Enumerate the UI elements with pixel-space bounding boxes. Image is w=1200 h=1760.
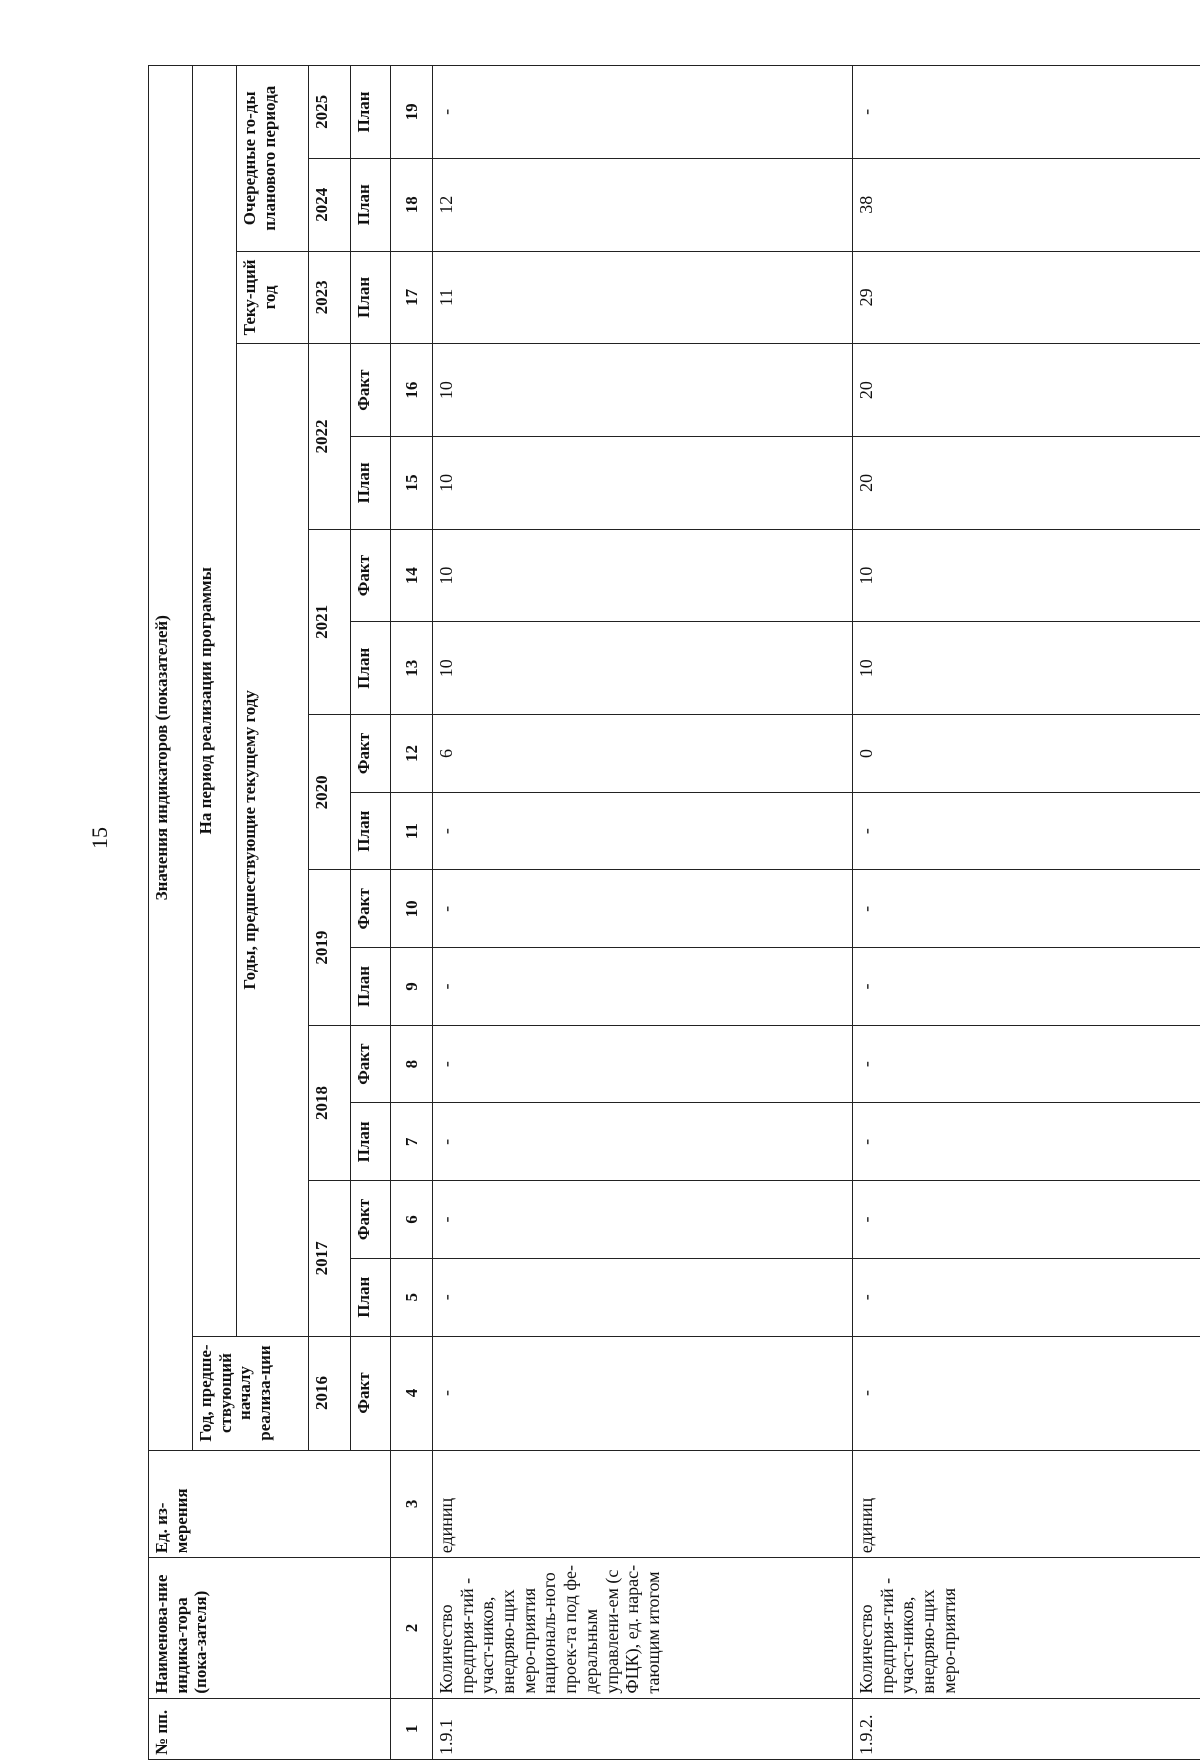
- column-number: 1: [391, 1698, 433, 1759]
- value-cell: -: [853, 1103, 1200, 1181]
- value-cell: 20: [853, 344, 1200, 437]
- label-fact: Факт: [351, 1025, 391, 1103]
- value-cell: 29: [853, 251, 1200, 344]
- value-cell: 38: [853, 158, 1200, 251]
- value-cell: -: [853, 66, 1200, 159]
- value-cell: 10: [853, 622, 1200, 715]
- year-2022: 2022: [309, 344, 351, 529]
- value-cell: 12: [433, 158, 853, 251]
- value-cell: -: [433, 870, 853, 948]
- indicator-table: [148, 65, 1200, 1760]
- year-2023: 2023: [309, 251, 351, 344]
- value-cell: -: [433, 1336, 853, 1450]
- column-number: 12: [391, 715, 433, 793]
- column-number: 6: [391, 1181, 433, 1259]
- value-cell: -: [433, 1025, 853, 1103]
- column-number: 4: [391, 1336, 433, 1450]
- label-plan: План: [351, 251, 391, 344]
- value-cell: -: [433, 1181, 853, 1259]
- label-plan: План: [351, 158, 391, 251]
- value-cell: 10: [433, 529, 853, 622]
- value-cell: 10: [433, 622, 853, 715]
- value-cell: -: [853, 792, 1200, 870]
- column-number: 18: [391, 158, 433, 251]
- column-number: 14: [391, 529, 433, 622]
- label-fact: Факт: [351, 529, 391, 622]
- unit: единиц: [433, 1450, 853, 1558]
- value-cell: 10: [433, 436, 853, 529]
- table-row: [433, 66, 853, 1760]
- row-number: 1.9.2.: [853, 1698, 1200, 1759]
- value-cell: -: [433, 948, 853, 1026]
- label-plan: План: [351, 792, 391, 870]
- year-2016: 2016: [309, 1336, 351, 1450]
- column-number: 13: [391, 622, 433, 715]
- header-values-title: Значения индикаторов (показателей): [149, 66, 193, 1451]
- label-plan: План: [351, 436, 391, 529]
- table-row: [853, 66, 1200, 1760]
- value-cell: -: [853, 1181, 1200, 1259]
- label-fact: Факт: [351, 1336, 391, 1450]
- year-2024: 2024: [309, 158, 351, 251]
- column-number: 2: [391, 1558, 433, 1698]
- value-cell: -: [433, 66, 853, 159]
- label-plan: План: [351, 1258, 391, 1336]
- column-number: 8: [391, 1025, 433, 1103]
- value-cell: -: [433, 1103, 853, 1181]
- value-cell: 10: [853, 529, 1200, 622]
- row-number: 1.9.1: [433, 1698, 853, 1759]
- value-cell: 20: [853, 436, 1200, 529]
- column-number: 19: [391, 66, 433, 159]
- header-program-period: На период реализации программы: [193, 66, 237, 1337]
- column-number: 10: [391, 870, 433, 948]
- label-plan: План: [351, 1103, 391, 1181]
- column-number: 5: [391, 1258, 433, 1336]
- label-plan: План: [351, 66, 391, 159]
- label-fact: Факт: [351, 870, 391, 948]
- column-number: 7: [391, 1103, 433, 1181]
- header-years-before: Годы, предшествующие текущему году: [237, 344, 309, 1336]
- value-cell: -: [433, 792, 853, 870]
- year-2017: 2017: [309, 1181, 351, 1336]
- value-cell: -: [853, 948, 1200, 1026]
- column-number: 11: [391, 792, 433, 870]
- label-plan: План: [351, 948, 391, 1026]
- header-unit: Ед. из-мерения: [149, 1450, 391, 1558]
- column-number: 16: [391, 344, 433, 437]
- page-number: 15: [80, 818, 120, 858]
- value-cell: -: [433, 1258, 853, 1336]
- year-2025: 2025: [309, 66, 351, 159]
- unit: единиц: [853, 1450, 1200, 1558]
- value-cell: -: [853, 1336, 1200, 1450]
- indicator-name: Количество предприя-тий - участ-ников, внедряю-щих меро-приятия националь-ного проек-та под фе-деральным управлени-ем (с ФЦК), ед. нарас-тающим итогом: [433, 1558, 853, 1698]
- year-2018: 2018: [309, 1025, 351, 1180]
- year-2021: 2021: [309, 529, 351, 714]
- header-no: № пп.: [149, 1698, 391, 1759]
- label-fact: Факт: [351, 715, 391, 793]
- value-cell: -: [853, 1258, 1200, 1336]
- header-prev-year: Год, предше-ствующий началу реализа-ции: [193, 1336, 309, 1450]
- value-cell: 0: [853, 715, 1200, 793]
- header-current-year: Теку-щий год: [237, 251, 309, 344]
- column-number: 9: [391, 948, 433, 1026]
- column-number: 17: [391, 251, 433, 344]
- column-number: 15: [391, 436, 433, 529]
- year-2020: 2020: [309, 715, 351, 870]
- year-2019: 2019: [309, 870, 351, 1025]
- column-number: 3: [391, 1450, 433, 1558]
- value-cell: 11: [433, 251, 853, 344]
- indicator-name: Количество предприя-тий - участ-ников, внедряю-щих меро-приятия: [853, 1558, 1200, 1698]
- value-cell: 6: [433, 715, 853, 793]
- value-cell: -: [853, 1025, 1200, 1103]
- header-next-years: Очередные го-ды планового периода: [237, 66, 309, 252]
- label-fact: Факт: [351, 1181, 391, 1259]
- label-fact: Факт: [351, 344, 391, 437]
- value-cell: -: [853, 870, 1200, 948]
- value-cell: 10: [433, 344, 853, 437]
- indicator-table-sheet: [148, 65, 1200, 1760]
- label-plan: План: [351, 622, 391, 715]
- header-name: Наименова-ние индика-тора (пока-зателя): [149, 1558, 391, 1698]
